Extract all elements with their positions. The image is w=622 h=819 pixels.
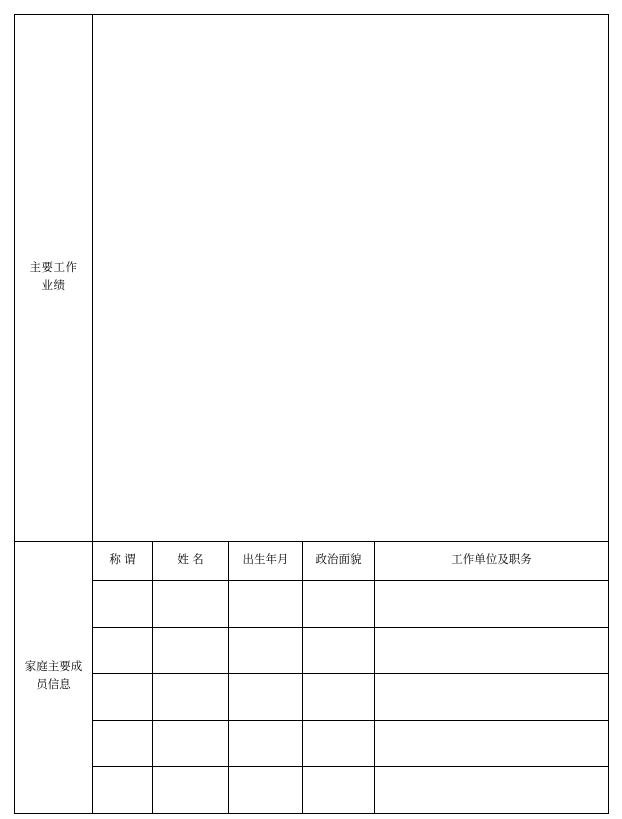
cell-appellation[interactable] [93,767,153,814]
cell-name[interactable] [153,581,229,628]
cell-name[interactable] [153,674,229,721]
cell-name[interactable] [153,767,229,814]
cell-political-status[interactable] [303,627,375,674]
cell-birth-date[interactable] [229,720,303,767]
cell-appellation[interactable] [93,581,153,628]
cell-name[interactable] [153,627,229,674]
family-label: 家庭主要成员信息 [24,661,83,692]
cell-name[interactable] [153,720,229,767]
cell-appellation[interactable] [93,627,153,674]
cell-appellation[interactable] [93,720,153,767]
cell-birth-date[interactable] [229,767,303,814]
cell-work-unit-position[interactable] [375,581,609,628]
cell-work-unit-position[interactable] [375,767,609,814]
achievements-row [15,15,609,542]
column-header-birth-date: 出生年月 [229,542,303,581]
column-header-name: 姓 名 [153,542,229,581]
column-header-political-status: 政治面貌 [303,542,375,581]
family-label-cell [15,542,93,814]
table-row [15,767,609,814]
cell-work-unit-position[interactable] [375,627,609,674]
achievements-content-cell[interactable] [93,15,609,542]
table-row [15,581,609,628]
cell-birth-date[interactable] [229,627,303,674]
cell-work-unit-position[interactable] [375,674,609,721]
cell-political-status[interactable] [303,674,375,721]
column-header-appellation: 称 谓 [93,542,153,581]
cell-birth-date[interactable] [229,581,303,628]
cell-birth-date[interactable] [229,674,303,721]
cell-work-unit-position[interactable] [375,720,609,767]
column-header-work-unit-position: 工作单位及职务 [375,542,609,581]
family-header-row [15,542,609,581]
table-row [15,674,609,721]
table-row [15,627,609,674]
cell-appellation[interactable] [93,674,153,721]
cell-political-status[interactable] [303,581,375,628]
table-row [15,720,609,767]
achievements-label-cell [15,15,93,542]
personal-information-form [14,14,609,814]
cell-political-status[interactable] [303,720,375,767]
cell-political-status[interactable] [303,767,375,814]
achievements-label: 主要工作业绩 [29,262,78,292]
